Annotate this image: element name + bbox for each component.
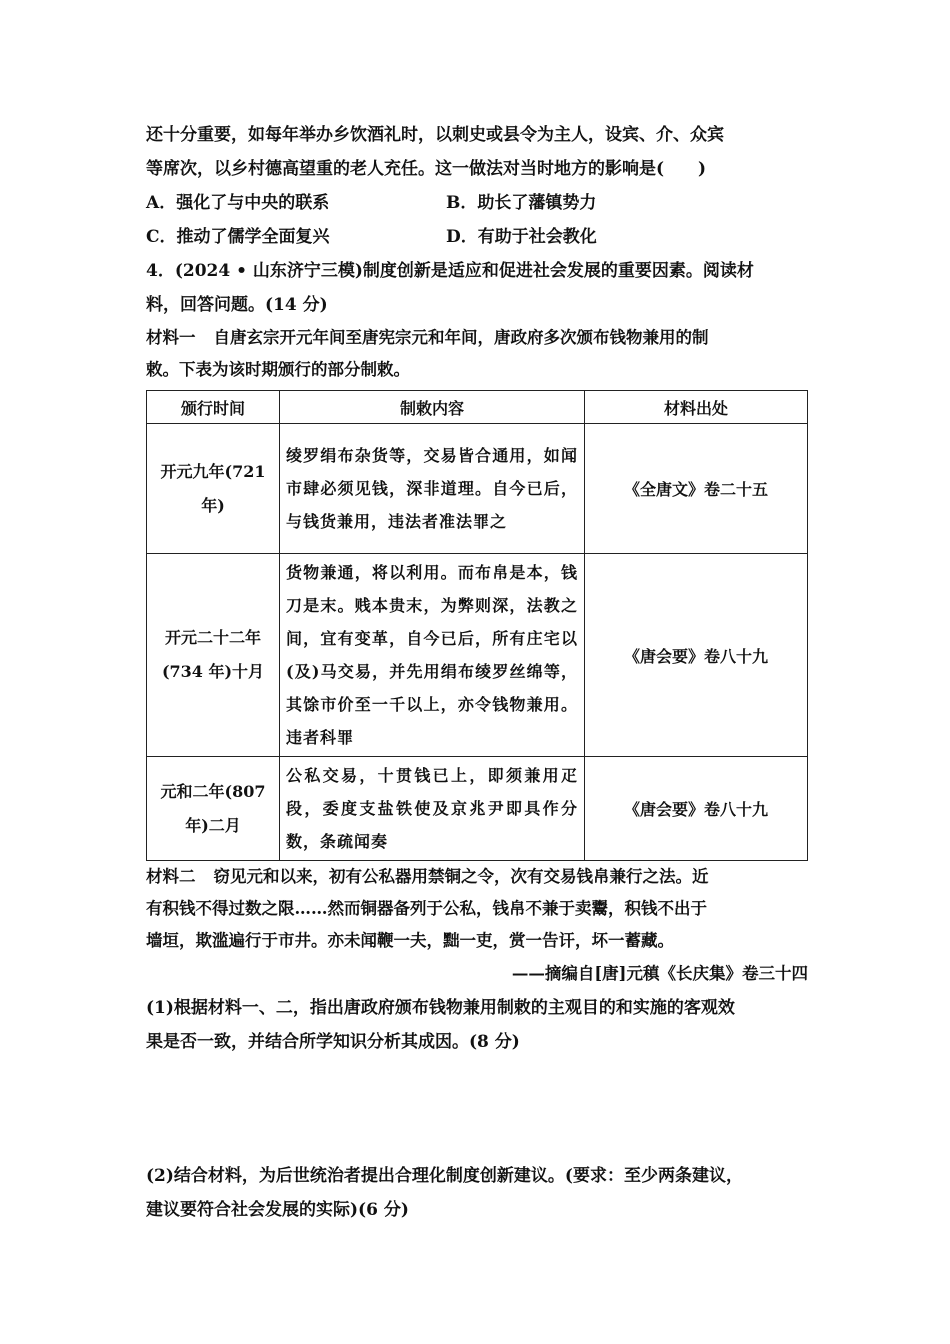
table-header-row xyxy=(147,391,808,424)
header-time: 颁行时间 xyxy=(147,391,280,424)
row-content: 公私交易，十贯钱已上，即须兼用疋段，委度支盐铁使及京兆尹即具作分数，条疏闻奏 xyxy=(280,757,585,861)
material-1-line-1: 自唐玄宗开元年间至唐宪宗元和年间，唐政府多次颁布钱物兼用的制 xyxy=(213,328,709,347)
document-page xyxy=(146,118,808,1227)
table-row xyxy=(147,554,808,757)
row-content: 绫罗绢布杂货等，交易皆合通用，如闻市肆必须见钱，深非道理。自今已后，与钱货兼用，违法者准法罪之 xyxy=(280,424,585,554)
header-content: 制敕内容 xyxy=(280,391,585,424)
material-2-line-1: 窃见元和以来，初有公私器用禁铜之令，次有交易钱帛兼行之法。近 xyxy=(213,867,709,886)
options-row-2 xyxy=(146,220,808,254)
row-time: 元和二年(807年)二月 xyxy=(147,757,280,861)
option-b: B．助长了藩镇势力 xyxy=(446,193,597,213)
subquestion-2-line-1: (2)结合材料，为后世统治者提出合理化制度创新建议。(要求：至少两条建议， xyxy=(146,1166,743,1186)
material-2-line-3: 墙垣，欺滥遍行于市井。亦未闻鞭一夫，黜一吏，赏一告讦，坏一蓄藏。 xyxy=(146,931,674,950)
question-4-line-1: 4．(2024 • 山东济宁三模)制度创新是适应和促进社会发展的重要因素。阅读材 xyxy=(146,261,754,281)
row-source: 《唐会要》卷八十九 xyxy=(585,554,808,757)
table-row xyxy=(147,757,808,861)
table-row xyxy=(147,424,808,554)
option-a: A．强化了与中央的联系 xyxy=(146,193,330,213)
row-time: 开元九年(721年) xyxy=(147,424,280,554)
material-1-label: 材料一 xyxy=(146,328,196,347)
question-4-line-2: 料，回答问题。(14 分) xyxy=(146,295,328,315)
row-time: 开元二十二年(734 年)十月 xyxy=(147,554,280,757)
material-2-label: 材料二 xyxy=(146,867,196,886)
row-content: 货物兼通，将以利用。而布帛是本，钱刀是末。贱本贵末，为弊则深，法教之间，宜有变革，自今已后，所有庄宅以(及)马交易，并先用绢布绫罗丝绵等，其馀市价至一千以上，亦令钱物兼用。违者科罪 xyxy=(280,554,585,757)
subquestion-1-line-2: 果是否一致，并结合所学知识分析其成因。(8 分) xyxy=(146,1032,520,1052)
row-source: 《全唐文》卷二十五 xyxy=(585,424,808,554)
intro-line-1: 还十分重要，如每年举办乡饮酒礼时，以刺史或县令为主人，设宾、介、众宾 xyxy=(146,125,724,145)
intro-line-2: 等席次，以乡村德高望重的老人充任。这一做法对当时地方的影响是( ) xyxy=(146,159,707,179)
material-2-line-2: 有积钱不得过数之限……然而铜器备列于公私，钱帛不兼于卖鬻，积钱不出于 xyxy=(146,899,707,918)
subquestion-2-line-2: 建议要符合社会发展的实际)(6 分) xyxy=(146,1200,409,1220)
material-2-source: ——摘编自[唐]元稹《长庆集》卷三十四 xyxy=(511,964,808,983)
decree-table xyxy=(146,390,808,861)
header-source: 材料出处 xyxy=(585,391,808,424)
material-2 xyxy=(146,861,808,957)
option-d: D．有助于社会教化 xyxy=(446,227,597,247)
row-source: 《唐会要》卷八十九 xyxy=(585,757,808,861)
subquestion-1-line-1: (1)根据材料一、二，指出唐政府颁布钱物兼用制敕的主观目的和实施的客观效 xyxy=(146,998,735,1018)
option-c: C．推动了儒学全面复兴 xyxy=(146,227,330,247)
options-row-1 xyxy=(146,186,808,220)
material-1-line-2: 敕。下表为该时期颁行的部分制敕。 xyxy=(146,360,410,379)
answer-space xyxy=(146,1059,808,1159)
material-1 xyxy=(146,322,808,386)
